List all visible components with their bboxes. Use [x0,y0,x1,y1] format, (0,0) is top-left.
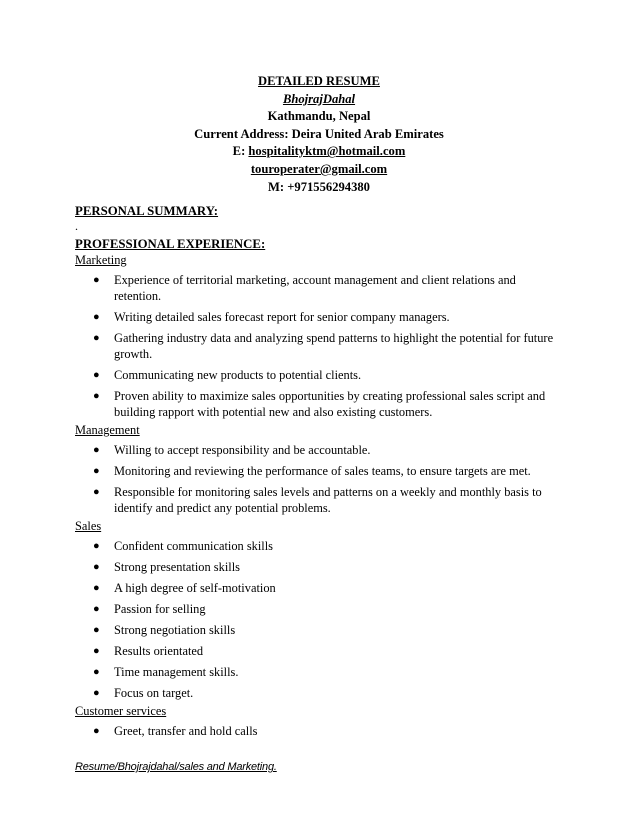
bullet-icon: ● [93,540,100,552]
candidate-name: BhojrajDahal [282,91,356,106]
list-item [75,601,555,617]
list-item [75,580,555,596]
bullet-icon: ● [93,725,100,737]
list-item-text: Willing to accept responsibility and be accountable. [114,443,371,457]
list-item-text: Gathering industry data and analyzing spend patterns to highlight the potential for future growth. [114,331,554,361]
email-link-primary[interactable]: hospitalityktm@hotmail.com [248,144,406,159]
list-item-text: Strong negotiation skills [114,623,236,637]
bullet-icon: ● [93,687,100,699]
page-footer: Resume/Bhojrajdahal/sales and Marketing. [75,761,277,773]
list-item-text: Passion for selling [114,602,206,616]
list-item [75,272,555,304]
list-item [75,330,555,362]
management-subheading: Management [75,423,140,437]
list-item-text: Monitoring and reviewing the performance of sales teams, to ensure targets are met. [114,464,531,478]
candidate-location: Kathmandu, Nepal [267,109,371,124]
bullet-icon: ● [93,624,100,636]
list-item [75,463,555,479]
bullet-icon: ● [93,561,100,573]
resume-body [75,203,555,739]
bullet-icon: ● [93,486,100,498]
list-item-text: Results orientated [114,644,204,658]
list-item [75,484,555,516]
document-title: DETAILED RESUME [258,74,380,88]
list-item [75,388,555,420]
list-item-text: Communicating new products to potential clients. [114,368,362,382]
personal-summary-text: . [75,219,78,233]
list-item-text: A high degree of self-motivation [114,581,276,595]
list-item-text: Strong presentation skills [114,560,240,574]
email-prefix: E: [232,144,249,159]
list-item-text: Greet, transfer and hold calls [114,724,258,738]
sales-list [75,538,555,701]
marketing-subheading: Marketing [75,253,127,267]
list-item [75,538,555,554]
bullet-icon: ● [93,465,100,477]
bullet-icon: ● [93,369,100,381]
mobile-number: M: +971556294380 [268,179,370,194]
list-item [75,685,555,701]
list-item [75,559,555,575]
resume-header [0,73,638,196]
current-address: Current Address: Deira United Arab Emirates [194,126,444,141]
list-item-text: Confident communication skills [114,539,273,553]
bullet-icon: ● [93,603,100,615]
bullet-icon: ● [93,666,100,678]
marketing-list [75,272,555,420]
list-item [75,442,555,458]
bullet-icon: ● [93,444,100,456]
bullet-icon: ● [93,311,100,323]
list-item [75,309,555,325]
list-item [75,622,555,638]
list-item-text: Time management skills. [114,665,239,679]
list-item-text: Responsible for monitoring sales levels and patterns on a weekly and monthly basis to identify and predict any potential problems. [114,485,542,515]
customer-services-subheading: Customer services [75,704,167,718]
bullet-icon: ● [93,332,100,344]
list-item [75,664,555,680]
customer-services-list [75,723,555,739]
list-item-text: Experience of territorial marketing, account management and client relations and retention. [114,273,516,303]
bullet-icon: ● [93,582,100,594]
personal-summary-heading: PERSONAL SUMMARY: [75,204,219,218]
list-item [75,643,555,659]
email-line [0,143,638,161]
bullet-icon: ● [93,645,100,657]
email-link-secondary[interactable]: touroperater@gmail.com [250,161,388,176]
bullet-icon: ● [93,390,100,402]
list-item [75,723,555,739]
list-item-text: Writing detailed sales forecast report for senior company managers. [114,310,450,324]
list-item-text: Focus on target. [114,686,194,700]
bullet-icon: ● [93,274,100,286]
sales-subheading: Sales [75,519,102,533]
list-item [75,367,555,383]
list-item-text: Proven ability to maximize sales opportunities by creating professional sales script and building rapport with potential new and also existing customers. [114,389,546,419]
management-list [75,442,555,516]
professional-experience-heading: PROFESSIONAL EXPERIENCE: [75,237,266,251]
